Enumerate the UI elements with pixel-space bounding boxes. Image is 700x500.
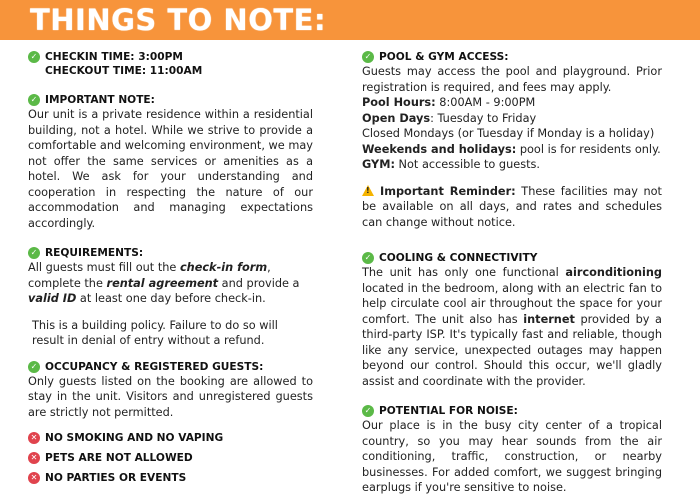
weekends-holidays: Weekends and holidays: pool is for residents only. — [362, 142, 661, 156]
left-column — [28, 50, 313, 485]
warning-icon — [362, 185, 374, 196]
check-circle-icon: ✓ — [362, 405, 374, 417]
check-circle-icon: ✓ — [28, 94, 40, 106]
closed-days: Closed Mondays (or Tuesday if Monday is a holiday) — [362, 127, 655, 140]
valid-id-emphasis: valid ID — [28, 292, 77, 305]
gym-access: GYM: Not accessible to guests. — [362, 158, 541, 171]
occupancy-heading: ✓ OCCUPANCY & REGISTERED GUESTS: — [28, 360, 313, 374]
pool-gym-heading: ✓ POOL & GYM ACCESS: — [362, 50, 662, 64]
cooling-connectivity-heading: ✓ COOLING & CONNECTIVITY — [362, 251, 662, 265]
important-reminder: !Important Reminder: These facilities may not be available on all days, and rates and schedules can change without notice. — [362, 184, 662, 231]
noise-heading: ✓ POTENTIAL FOR NOISE: — [362, 404, 662, 418]
check-circle-icon: ✓ — [362, 51, 374, 63]
check-circle-icon: ✓ — [28, 51, 40, 63]
important-note-heading: ✓ IMPORTANT NOTE: — [28, 93, 313, 107]
cooling-connectivity-body: The unit has only one functional airconditioning located in the bedroom, along with an electric fan to help circulate cool air throughout the space for your comfort. The unit also has internet provided by a third-party ISP. It's typically fast and reliable, though like any service, unexpected outages may happen beyond our control. Should this occur, we'll gladly assist and coordinate with the provider. — [362, 266, 662, 388]
rule-no-parties: ✕ NO PARTIES OR EVENTS — [28, 471, 313, 485]
occupancy-body: Only guests listed on the booking are allowed to stay in the unit. Visitors and unregistered guests are strictly not permitted. — [28, 374, 313, 419]
rental-agreement-emphasis: rental agreement — [106, 276, 219, 290]
building-policy-note: This is a building policy. Failure to do so will result in denial of entry without a refund. — [32, 318, 278, 347]
check-circle-icon: ✓ — [28, 361, 40, 373]
requirements-body: All guests must fill out the check-in form, complete the rental agreement and provide a valid ID at least one day before check-in. — [28, 261, 300, 305]
checkout-time: CHECKOUT TIME: 11:00AM — [45, 65, 203, 77]
checkin-time: CHECKIN TIME: 3:00PM — [45, 51, 183, 63]
pool-gym-body: Guests may access the pool and playground. Prior registration is required, and fees may apply. — [362, 65, 662, 94]
rule-no-smoking: ✕ NO SMOKING AND NO VAPING — [28, 431, 313, 445]
requirements-heading: ✓ REQUIREMENTS: — [28, 246, 313, 260]
right-column — [362, 50, 662, 496]
cross-circle-icon: ✕ — [28, 432, 40, 444]
internet-emphasis: internet — [523, 312, 575, 326]
noise-body: Our place is in the busy city center of a tropical country, so you may hear sounds from the air conditioning, traffic, construction, or nearby businesses. For added comfort, we suggest bringing earplugs if you're sensitive to noise. — [362, 419, 662, 494]
airconditioning-emphasis: airconditioning — [565, 266, 662, 279]
important-note-body: Our unit is a private residence within a residential building, not a hotel. While we strive to provide a comfortable and welcoming environment, we may not offer the same services or amenities as a hotel. We ask for your understanding and cooperation in respecting the nature of our accommodation and managing expectations accordingly. — [28, 108, 313, 230]
cross-circle-icon: ✕ — [28, 472, 40, 484]
check-circle-icon: ✓ — [362, 252, 374, 264]
header-banner — [0, 0, 700, 40]
checkin-section-heading — [28, 50, 313, 78]
cross-circle-icon: ✕ — [28, 452, 40, 464]
rule-no-pets: ✕ PETS ARE NOT ALLOWED — [28, 451, 313, 465]
page-title: THINGS TO NOTE: — [30, 3, 327, 37]
pool-hours: Pool Hours: 8:00AM - 9:00PM — [362, 96, 536, 109]
open-days: Open Days: Tuesday to Friday — [362, 111, 537, 125]
check-circle-icon: ✓ — [28, 247, 40, 259]
checkin-form-emphasis: check-in form — [179, 261, 268, 274]
